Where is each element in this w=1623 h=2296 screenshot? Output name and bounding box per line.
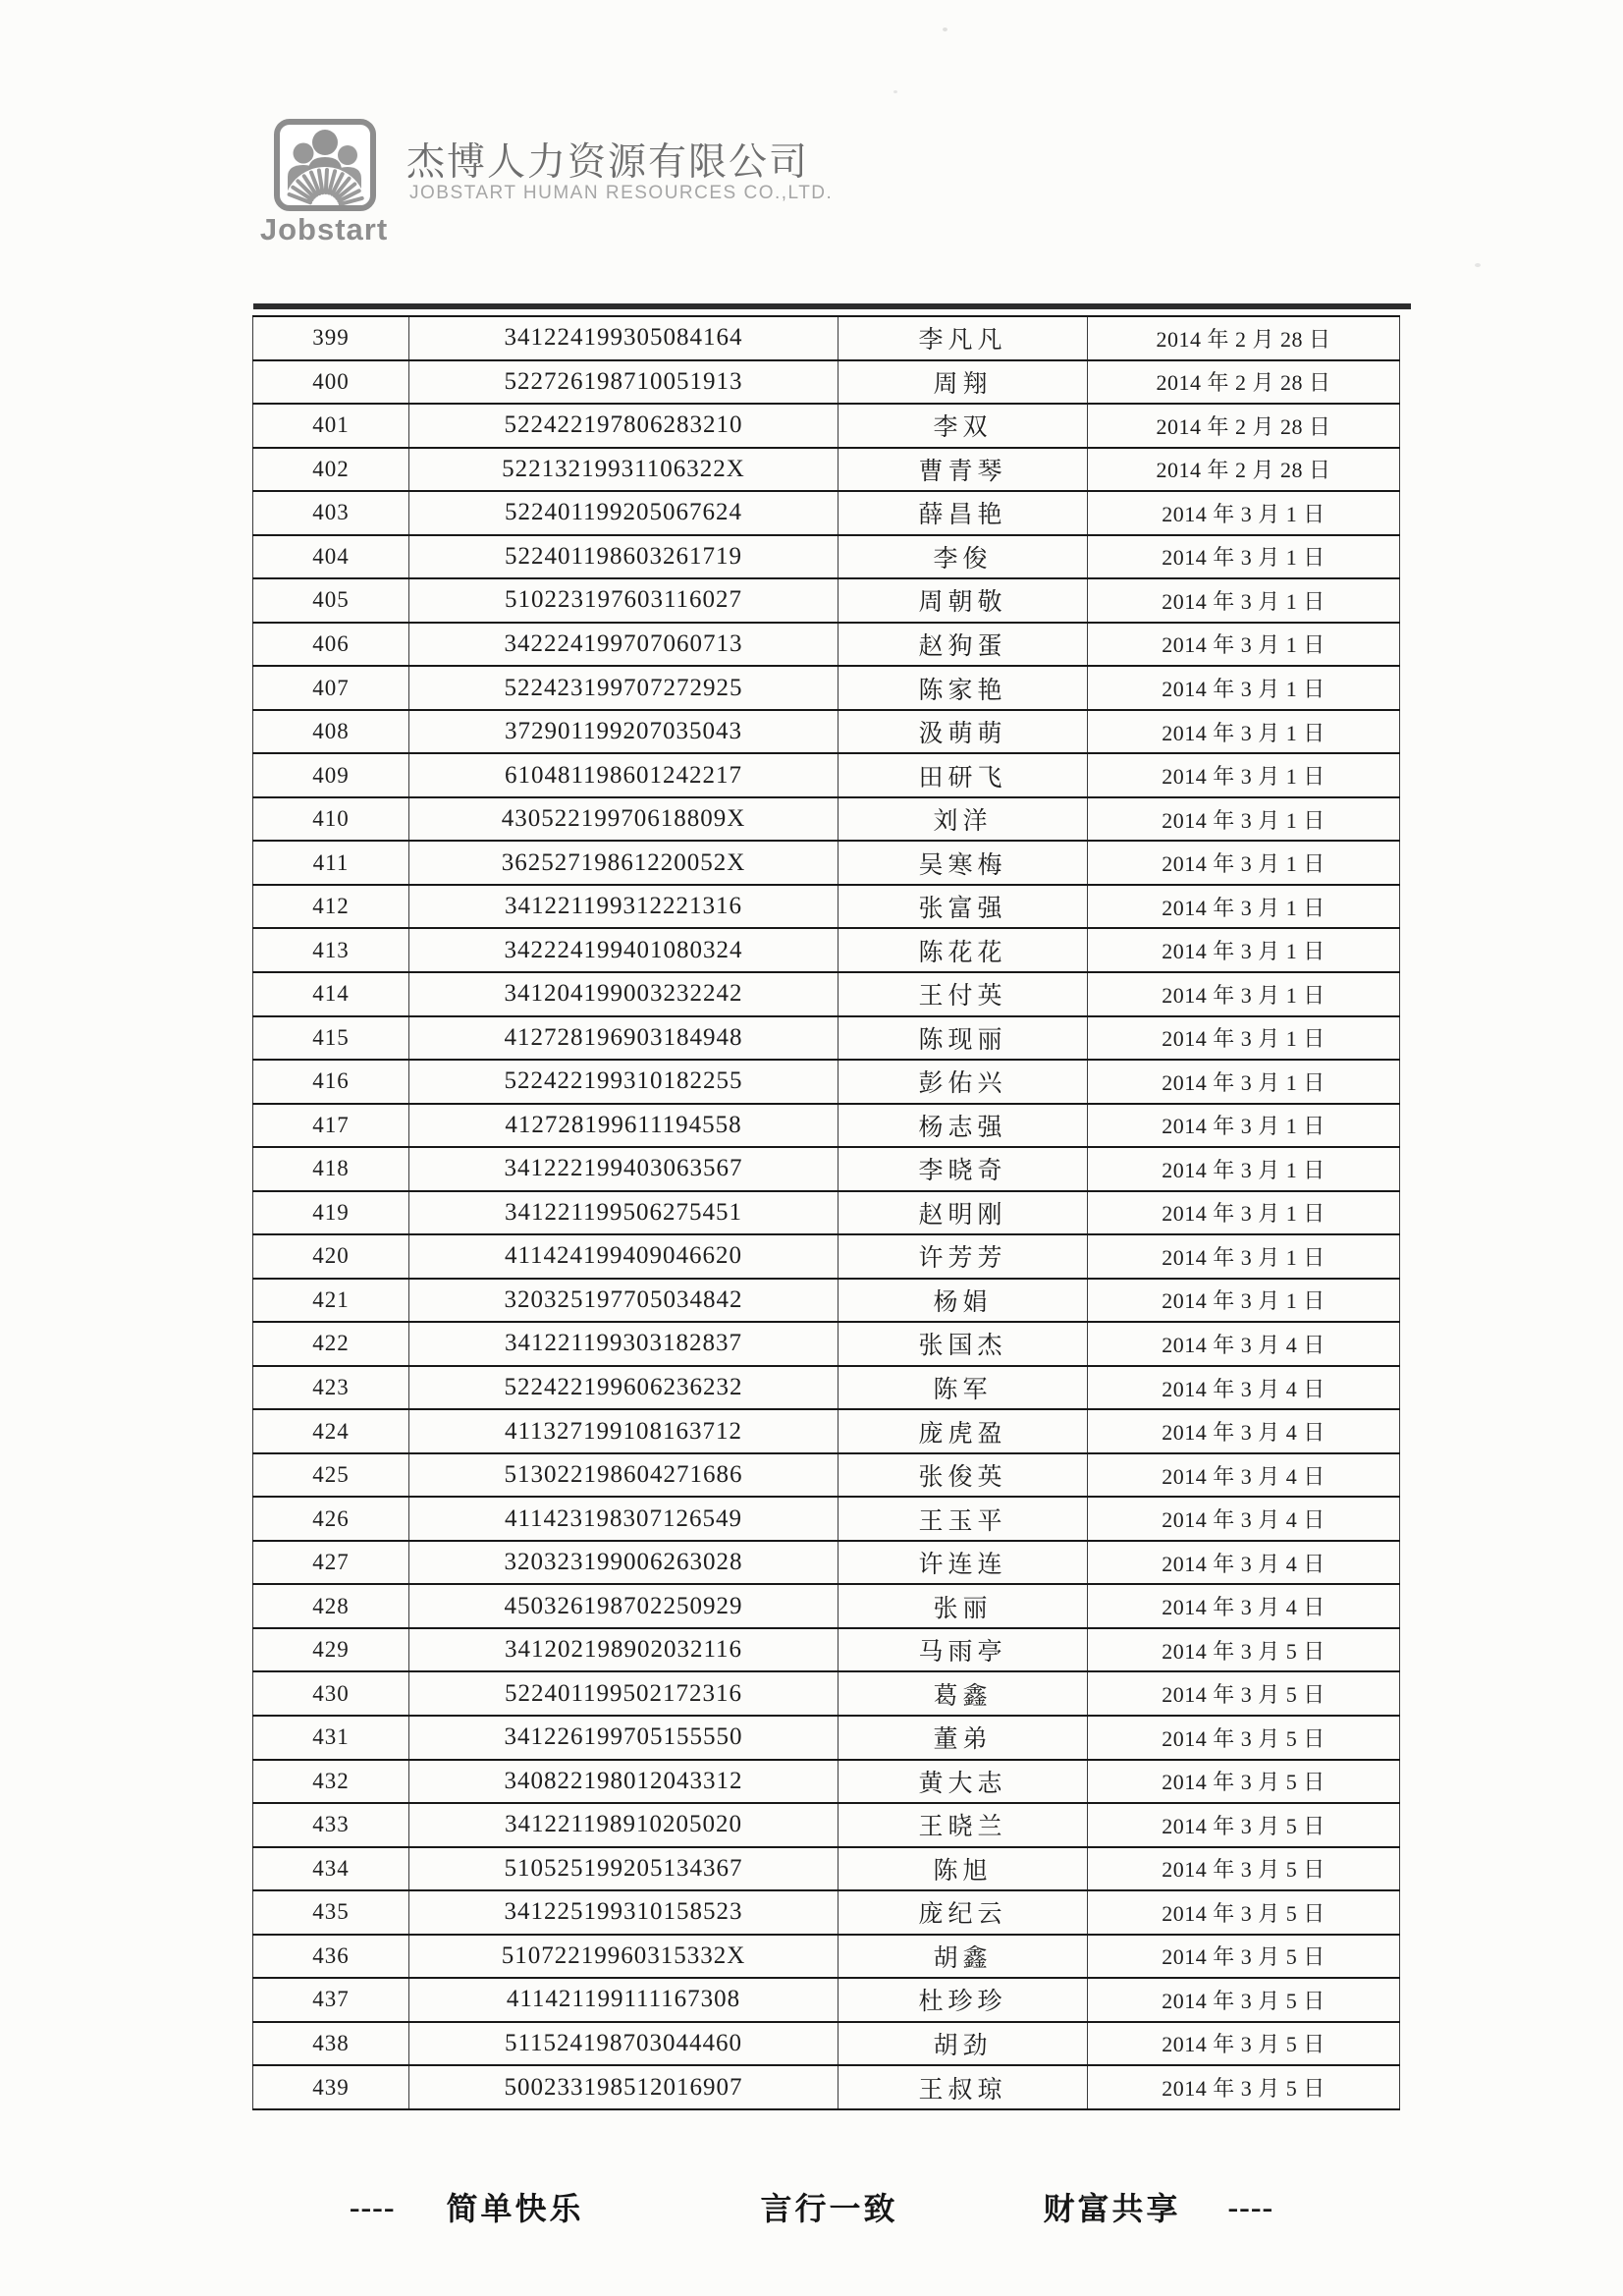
- table-row: [253, 623, 1400, 667]
- name-cell: 胡劲: [839, 2022, 1088, 2066]
- row-number-cell: 437: [253, 1978, 409, 2022]
- date-cell: 2014 年 3 月 1 日: [1088, 666, 1400, 710]
- date-cell: 2014 年 3 月 5 日: [1088, 1935, 1400, 1979]
- date-cell: 2014 年 3 月 1 日: [1088, 1104, 1400, 1148]
- name-cell: 王玉平: [839, 1497, 1088, 1541]
- footer-slogan-line: [0, 2184, 1623, 2229]
- row-number-cell: 427: [253, 1541, 409, 1585]
- name-cell: 刘洋: [839, 797, 1088, 842]
- name-cell: 陈军: [839, 1366, 1088, 1410]
- name-cell: 田研飞: [839, 753, 1088, 797]
- table-row: [253, 1279, 1400, 1323]
- row-number-cell: 413: [253, 928, 409, 972]
- table-row: [253, 316, 1400, 360]
- date-cell: 2014 年 3 月 1 日: [1088, 885, 1400, 929]
- id-number-cell: 341221199506275451: [409, 1191, 839, 1235]
- id-number-cell: 341226199705155550: [409, 1716, 839, 1760]
- name-cell: 薛昌艳: [839, 491, 1088, 535]
- name-cell: 张俊英: [839, 1453, 1088, 1498]
- id-number-cell: 340822198012043312: [409, 1760, 839, 1804]
- date-cell: 2014 年 3 月 5 日: [1088, 1847, 1400, 1891]
- date-cell: 2014 年 2 月 28 日: [1088, 404, 1400, 448]
- id-number-cell: 510223197603116027: [409, 578, 839, 623]
- table-row: [253, 1890, 1400, 1935]
- date-cell: 2014 年 3 月 5 日: [1088, 1628, 1400, 1672]
- id-number-cell: 320323199006263028: [409, 1541, 839, 1585]
- id-number-cell: 412728199611194558: [409, 1104, 839, 1148]
- table-row: [253, 666, 1400, 710]
- row-number-cell: 430: [253, 1671, 409, 1716]
- date-cell: 2014 年 3 月 4 日: [1088, 1497, 1400, 1541]
- table-row: [253, 2065, 1400, 2109]
- row-number-cell: 410: [253, 797, 409, 842]
- date-cell: 2014 年 3 月 1 日: [1088, 578, 1400, 623]
- table-row: [253, 491, 1400, 535]
- table-row: [253, 972, 1400, 1016]
- date-cell: 2014 年 3 月 1 日: [1088, 1234, 1400, 1279]
- name-cell: 赵明刚: [839, 1191, 1088, 1235]
- id-number-cell: 511524198703044460: [409, 2022, 839, 2066]
- table-row: [253, 710, 1400, 754]
- name-cell: 杨娟: [839, 1279, 1088, 1323]
- roster-table-body: [253, 316, 1400, 2109]
- row-number-cell: 416: [253, 1060, 409, 1104]
- table-row: [253, 797, 1400, 842]
- slogan-words-deeds: 言行一致: [760, 2191, 898, 2226]
- date-cell: 2014 年 3 月 1 日: [1088, 797, 1400, 842]
- table-row: [253, 1191, 1400, 1235]
- row-number-cell: 402: [253, 448, 409, 492]
- id-number-cell: 610481198601242217: [409, 753, 839, 797]
- name-cell: 李晓奇: [839, 1147, 1088, 1191]
- row-number-cell: 399: [253, 316, 409, 360]
- slogan-dash-right: ----: [1227, 2188, 1274, 2224]
- name-cell: 周朝敬: [839, 578, 1088, 623]
- table-row: [253, 753, 1400, 797]
- id-number-cell: 341221199303182837: [409, 1322, 839, 1366]
- table-row: [253, 578, 1400, 623]
- name-cell: 陈家艳: [839, 666, 1088, 710]
- id-number-cell: 522401198603261719: [409, 535, 839, 579]
- roster-table: [252, 315, 1400, 2110]
- id-number-cell: 411327199108163712: [409, 1409, 839, 1453]
- row-number-cell: 417: [253, 1104, 409, 1148]
- date-cell: 2014 年 3 月 5 日: [1088, 1671, 1400, 1716]
- name-cell: 吴寒梅: [839, 841, 1088, 885]
- company-name-english: JOBSTART HUMAN RESOURCES CO.,LTD.: [409, 183, 834, 203]
- row-number-cell: 411: [253, 841, 409, 885]
- row-number-cell: 408: [253, 710, 409, 754]
- date-cell: 2014 年 3 月 5 日: [1088, 1978, 1400, 2022]
- name-cell: 黄大志: [839, 1760, 1088, 1804]
- table-row: [253, 360, 1400, 405]
- name-cell: 陈旭: [839, 1847, 1088, 1891]
- date-cell: 2014 年 3 月 4 日: [1088, 1322, 1400, 1366]
- table-row: [253, 1366, 1400, 1410]
- id-number-cell: 342224199707060713: [409, 623, 839, 667]
- name-cell: 王付英: [839, 972, 1088, 1016]
- id-number-cell: 522726198710051913: [409, 360, 839, 405]
- row-number-cell: 428: [253, 1584, 409, 1628]
- date-cell: 2014 年 3 月 1 日: [1088, 1279, 1400, 1323]
- row-number-cell: 407: [253, 666, 409, 710]
- row-number-cell: 412: [253, 885, 409, 929]
- table-row: [253, 1409, 1400, 1453]
- id-number-cell: 341204199003232242: [409, 972, 839, 1016]
- name-cell: 董弟: [839, 1716, 1088, 1760]
- row-number-cell: 436: [253, 1935, 409, 1979]
- id-number-cell: 51072219960315332X: [409, 1935, 839, 1979]
- row-number-cell: 419: [253, 1191, 409, 1235]
- row-number-cell: 429: [253, 1628, 409, 1672]
- table-row: [253, 1147, 1400, 1191]
- table-row: [253, 1541, 1400, 1585]
- logo-wordmark: Jobstart: [259, 212, 389, 246]
- table-row: [253, 841, 1400, 885]
- id-number-cell: 522422199310182255: [409, 1060, 839, 1104]
- row-number-cell: 400: [253, 360, 409, 405]
- row-number-cell: 406: [253, 623, 409, 667]
- name-cell: 陈现丽: [839, 1016, 1088, 1061]
- date-cell: 2014 年 3 月 5 日: [1088, 1890, 1400, 1935]
- table-row: [253, 1016, 1400, 1061]
- row-number-cell: 422: [253, 1322, 409, 1366]
- name-cell: 杨志强: [839, 1104, 1088, 1148]
- date-cell: 2014 年 3 月 1 日: [1088, 928, 1400, 972]
- name-cell: 张国杰: [839, 1322, 1088, 1366]
- name-cell: 庞虎盈: [839, 1409, 1088, 1453]
- date-cell: 2014 年 3 月 5 日: [1088, 1803, 1400, 1847]
- date-cell: 2014 年 3 月 5 日: [1088, 2065, 1400, 2109]
- date-cell: 2014 年 3 月 1 日: [1088, 972, 1400, 1016]
- id-number-cell: 411423198307126549: [409, 1497, 839, 1541]
- scan-speck: [1475, 263, 1481, 267]
- name-cell: 杜珍珍: [839, 1978, 1088, 2022]
- name-cell: 马雨亭: [839, 1628, 1088, 1672]
- name-cell: 王晓兰: [839, 1803, 1088, 1847]
- row-number-cell: 425: [253, 1453, 409, 1498]
- table-row: [253, 404, 1400, 448]
- row-number-cell: 426: [253, 1497, 409, 1541]
- slogan-dash-left: ----: [349, 2188, 396, 2224]
- row-number-cell: 401: [253, 404, 409, 448]
- table-row: [253, 928, 1400, 972]
- table-row: [253, 885, 1400, 929]
- name-cell: 汲萌萌: [839, 710, 1088, 754]
- id-number-cell: 500233198512016907: [409, 2065, 839, 2109]
- name-cell: 许连连: [839, 1541, 1088, 1585]
- name-cell: 李俊: [839, 535, 1088, 579]
- table-row: [253, 1497, 1400, 1541]
- date-cell: 2014 年 3 月 1 日: [1088, 491, 1400, 535]
- row-number-cell: 403: [253, 491, 409, 535]
- date-cell: 2014 年 3 月 1 日: [1088, 1060, 1400, 1104]
- id-number-cell: 450326198702250929: [409, 1584, 839, 1628]
- id-number-cell: 372901199207035043: [409, 710, 839, 754]
- id-number-cell: 52213219931106322X: [409, 448, 839, 492]
- id-number-cell: 411421199111167308: [409, 1978, 839, 2022]
- id-number-cell: 513022198604271686: [409, 1453, 839, 1498]
- table-row: [253, 1847, 1400, 1891]
- id-number-cell: 341222199403063567: [409, 1147, 839, 1191]
- date-cell: 2014 年 2 月 28 日: [1088, 360, 1400, 405]
- name-cell: 陈花花: [839, 928, 1088, 972]
- date-cell: 2014 年 3 月 1 日: [1088, 1191, 1400, 1235]
- id-number-cell: 341225199310158523: [409, 1890, 839, 1935]
- date-cell: 2014 年 3 月 1 日: [1088, 623, 1400, 667]
- row-number-cell: 421: [253, 1279, 409, 1323]
- row-number-cell: 420: [253, 1234, 409, 1279]
- date-cell: 2014 年 3 月 4 日: [1088, 1453, 1400, 1498]
- id-number-cell: 522422199606236232: [409, 1366, 839, 1410]
- row-number-cell: 439: [253, 2065, 409, 2109]
- row-number-cell: 432: [253, 1760, 409, 1804]
- date-cell: 2014 年 3 月 5 日: [1088, 1760, 1400, 1804]
- name-cell: 李凡凡: [839, 316, 1088, 360]
- id-number-cell: 522423199707272925: [409, 666, 839, 710]
- id-number-cell: 522401199502172316: [409, 1671, 839, 1716]
- header-rule: [253, 303, 1411, 309]
- row-number-cell: 434: [253, 1847, 409, 1891]
- table-row: [253, 1322, 1400, 1366]
- table-row: [253, 1716, 1400, 1760]
- date-cell: 2014 年 2 月 28 日: [1088, 316, 1400, 360]
- scan-speck: [893, 90, 897, 93]
- table-row: [253, 1060, 1400, 1104]
- date-cell: 2014 年 3 月 1 日: [1088, 535, 1400, 579]
- date-cell: 2014 年 3 月 1 日: [1088, 710, 1400, 754]
- table-row: [253, 535, 1400, 579]
- row-number-cell: 405: [253, 578, 409, 623]
- table-row: [253, 1935, 1400, 1979]
- name-cell: 王叔琼: [839, 2065, 1088, 2109]
- name-cell: 庞纪云: [839, 1890, 1088, 1935]
- row-number-cell: 414: [253, 972, 409, 1016]
- company-name-chinese: 杰博人力资源有限公司: [406, 141, 810, 184]
- row-number-cell: 418: [253, 1147, 409, 1191]
- slogan-simple-happy: 简单快乐: [446, 2191, 584, 2226]
- table-row: [253, 1671, 1400, 1716]
- table-row: [253, 2022, 1400, 2066]
- id-number-cell: 522401199205067624: [409, 491, 839, 535]
- name-cell: 张富强: [839, 885, 1088, 929]
- id-number-cell: 341224199305084164: [409, 316, 839, 360]
- row-number-cell: 415: [253, 1016, 409, 1061]
- table-row: [253, 448, 1400, 492]
- id-number-cell: 342224199401080324: [409, 928, 839, 972]
- id-number-cell: 43052219970618809X: [409, 797, 839, 842]
- table-row: [253, 1453, 1400, 1498]
- id-number-cell: 341202198902032116: [409, 1628, 839, 1672]
- id-number-cell: 510525199205134367: [409, 1847, 839, 1891]
- name-cell: 李双: [839, 404, 1088, 448]
- date-cell: 2014 年 3 月 4 日: [1088, 1584, 1400, 1628]
- date-cell: 2014 年 3 月 1 日: [1088, 753, 1400, 797]
- date-cell: 2014 年 3 月 4 日: [1088, 1409, 1400, 1453]
- row-number-cell: 438: [253, 2022, 409, 2066]
- row-number-cell: 431: [253, 1716, 409, 1760]
- date-cell: 2014 年 3 月 1 日: [1088, 1147, 1400, 1191]
- row-number-cell: 404: [253, 535, 409, 579]
- name-cell: 胡鑫: [839, 1935, 1088, 1979]
- name-cell: 彭佑兴: [839, 1060, 1088, 1104]
- table-row: [253, 1803, 1400, 1847]
- name-cell: 周翔: [839, 360, 1088, 405]
- table-row: [253, 1760, 1400, 1804]
- name-cell: 曹青琴: [839, 448, 1088, 492]
- id-number-cell: 36252719861220052X: [409, 841, 839, 885]
- name-cell: 许芳芳: [839, 1234, 1088, 1279]
- date-cell: 2014 年 3 月 5 日: [1088, 1716, 1400, 1760]
- row-number-cell: 423: [253, 1366, 409, 1410]
- table-row: [253, 1628, 1400, 1672]
- date-cell: 2014 年 3 月 4 日: [1088, 1366, 1400, 1410]
- slogan-share-wealth: 财富共享: [1043, 2191, 1181, 2226]
- scan-speck: [943, 27, 947, 31]
- row-number-cell: 435: [253, 1890, 409, 1935]
- id-number-cell: 320325197705034842: [409, 1279, 839, 1323]
- date-cell: 2014 年 3 月 5 日: [1088, 2022, 1400, 2066]
- row-number-cell: 409: [253, 753, 409, 797]
- jobstart-logo-icon: [273, 118, 377, 212]
- id-number-cell: 341221198910205020: [409, 1803, 839, 1847]
- date-cell: 2014 年 3 月 1 日: [1088, 1016, 1400, 1061]
- id-number-cell: 341221199312221316: [409, 885, 839, 929]
- id-number-cell: 522422197806283210: [409, 404, 839, 448]
- name-cell: 葛鑫: [839, 1671, 1088, 1716]
- row-number-cell: 433: [253, 1803, 409, 1847]
- name-cell: 张丽: [839, 1584, 1088, 1628]
- date-cell: 2014 年 3 月 1 日: [1088, 841, 1400, 885]
- id-number-cell: 411424199409046620: [409, 1234, 839, 1279]
- table-row: [253, 1978, 1400, 2022]
- id-number-cell: 412728196903184948: [409, 1016, 839, 1061]
- date-cell: 2014 年 2 月 28 日: [1088, 448, 1400, 492]
- date-cell: 2014 年 3 月 4 日: [1088, 1541, 1400, 1585]
- row-number-cell: 424: [253, 1409, 409, 1453]
- table-row: [253, 1234, 1400, 1279]
- table-row: [253, 1584, 1400, 1628]
- name-cell: 赵狗蛋: [839, 623, 1088, 667]
- table-row: [253, 1104, 1400, 1148]
